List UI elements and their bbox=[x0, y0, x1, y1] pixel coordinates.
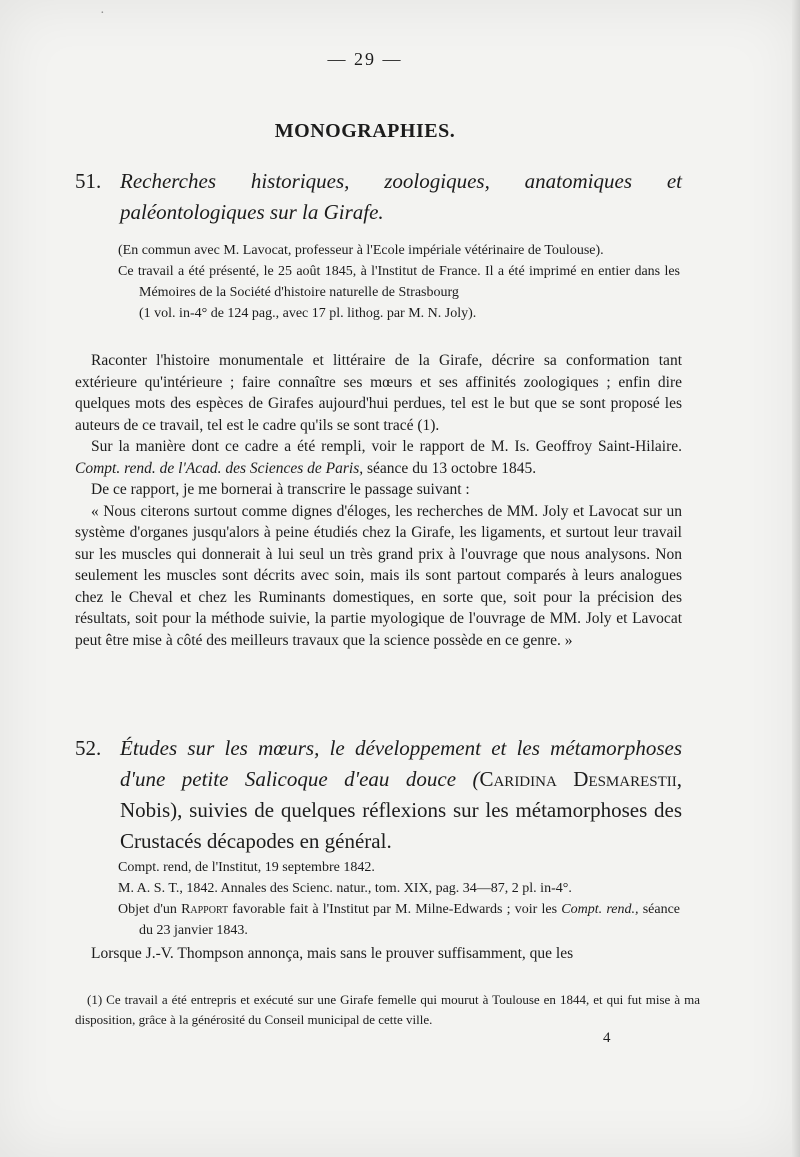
paragraph bbox=[75, 436, 682, 479]
paragraph-text: Sur la manière dont ce cadre a été rempli, voir le rapport de M. Is. Geoffroy Saint-Hilaire. bbox=[91, 438, 682, 455]
entry-number: 52. bbox=[75, 736, 102, 760]
entry-51-notes bbox=[118, 240, 680, 324]
paragraph: De ce rapport, je me bornerai à transcrire le passage suivant : bbox=[91, 481, 470, 498]
entry-title: Recherches historiques, zoologiques, anatomiques et paléontologiques sur la Girafe. bbox=[120, 169, 682, 224]
reference-line: Compt. rend, de l'Institut, 19 septembre 1842. bbox=[118, 860, 375, 875]
entry-title bbox=[120, 733, 682, 857]
paragraph: Raconter l'histoire monumentale et littéraire de la Girafe, décrire sa conformation tant extérieure qu'intérieure ; faire connaître ses mœurs et ses affinités zoologiques ; enfin dire quelques mots des espèces de Girafes aujourd'hui perdues, tel est le but que se sont proposé les auteurs de ce travail, tel est le cadre qu'ils se sont tracé (1). bbox=[75, 352, 682, 434]
reference-text: séance du 23 janvier 1843. bbox=[139, 902, 680, 938]
entry-52-heading bbox=[75, 733, 682, 857]
presentation-note: Ce travail a été présenté, le 25 août 1845, à l'Institut de France. Il a été imprimé en entier dans les Mémoires de la Société d'histoire naturelle de Strasbourg bbox=[118, 264, 680, 300]
paragraph-text: séance du 13 octobre 1845. bbox=[367, 459, 537, 477]
reference-text: Objet d'un bbox=[118, 902, 177, 917]
reference-text: Compt. rend., bbox=[561, 902, 639, 917]
entry-51-body bbox=[75, 350, 682, 651]
entry-number: 51. bbox=[75, 169, 102, 193]
entry-52-body bbox=[75, 943, 682, 965]
entry-51-heading bbox=[75, 166, 682, 228]
reference-line: M. A. S. T., 1842. Annales des Scienc. natur., tom. XIX, pag. 34—87, 2 pl. in-4°. bbox=[118, 881, 572, 896]
collaboration-note: (En commun avec M. Lavocat, professeur à l'Ecole impériale vétérinaire de Toulouse). bbox=[118, 243, 604, 258]
top-mark: · bbox=[100, 6, 105, 21]
footnote-text: (1) Ce travail a été entrepris et exécuté sur une Girafe femelle qui mourut à Toulouse en 1844, et qui fut mise à ma disposition, grâce à la générosité du Conseil municipal de cette ville. bbox=[75, 992, 700, 1027]
signature-mark: 4 bbox=[603, 1030, 611, 1046]
paragraph: Lorsque J.-V. Thompson annonça, mais sans le prouver suffisamment, que les bbox=[91, 945, 574, 962]
quoted-passage: « Nous citerons surtout comme dignes d'éloges, les recherches de MM. Joly et Lavocat sur un système d'organes jusqu'alors à peine étudiés chez la Girafe, les ligaments, et surtout leur travail sur les muscles qui donnerait à lui seul un très grand prix à l'ouvrage que nous analysons. Non seulement les muscles sont décrits avec soin, mais ils sont partout comparés à leurs analogues chez le Cheval et chez les Ruminants domestiques, en sorte que, soit pour la précision des résultats, soit pour la méthode suivie, la partie myologique de l'ouvrage de MM. Joly et Lavocat peut être mise à côté des meilleurs travaux que la science possède en ce genre. » bbox=[75, 502, 682, 649]
reference-line bbox=[118, 899, 680, 941]
page-number: — 29 — bbox=[327, 49, 403, 69]
volume-note: (1 vol. in-4° de 124 pag., avec 17 pl. lithog. par M. N. Joly). bbox=[139, 306, 477, 321]
title-text: Études sur les mœurs, le développement et les métamorphoses d'une petite Salicoque d'eau douce ( bbox=[120, 736, 682, 791]
species-name: Caridina Desmarestii bbox=[479, 767, 677, 791]
footnote bbox=[75, 990, 700, 1030]
reference-text: Rapport bbox=[181, 902, 229, 917]
section-title: MONOGRAPHIES. bbox=[274, 120, 456, 142]
title-text: , Nobis), suivies de quelques réflexions sur les métamorphoses des Crustacés décapodes en général. bbox=[120, 767, 683, 853]
reference-text: favorable fait à l'Institut par M. Milne-Edwards ; voir les bbox=[232, 902, 558, 917]
journal-reference: Compt. rend. de l'Acad. des Sciences de Paris, bbox=[75, 459, 364, 477]
entry-52-references bbox=[118, 857, 680, 941]
page-edge-shadow bbox=[792, 0, 800, 1157]
